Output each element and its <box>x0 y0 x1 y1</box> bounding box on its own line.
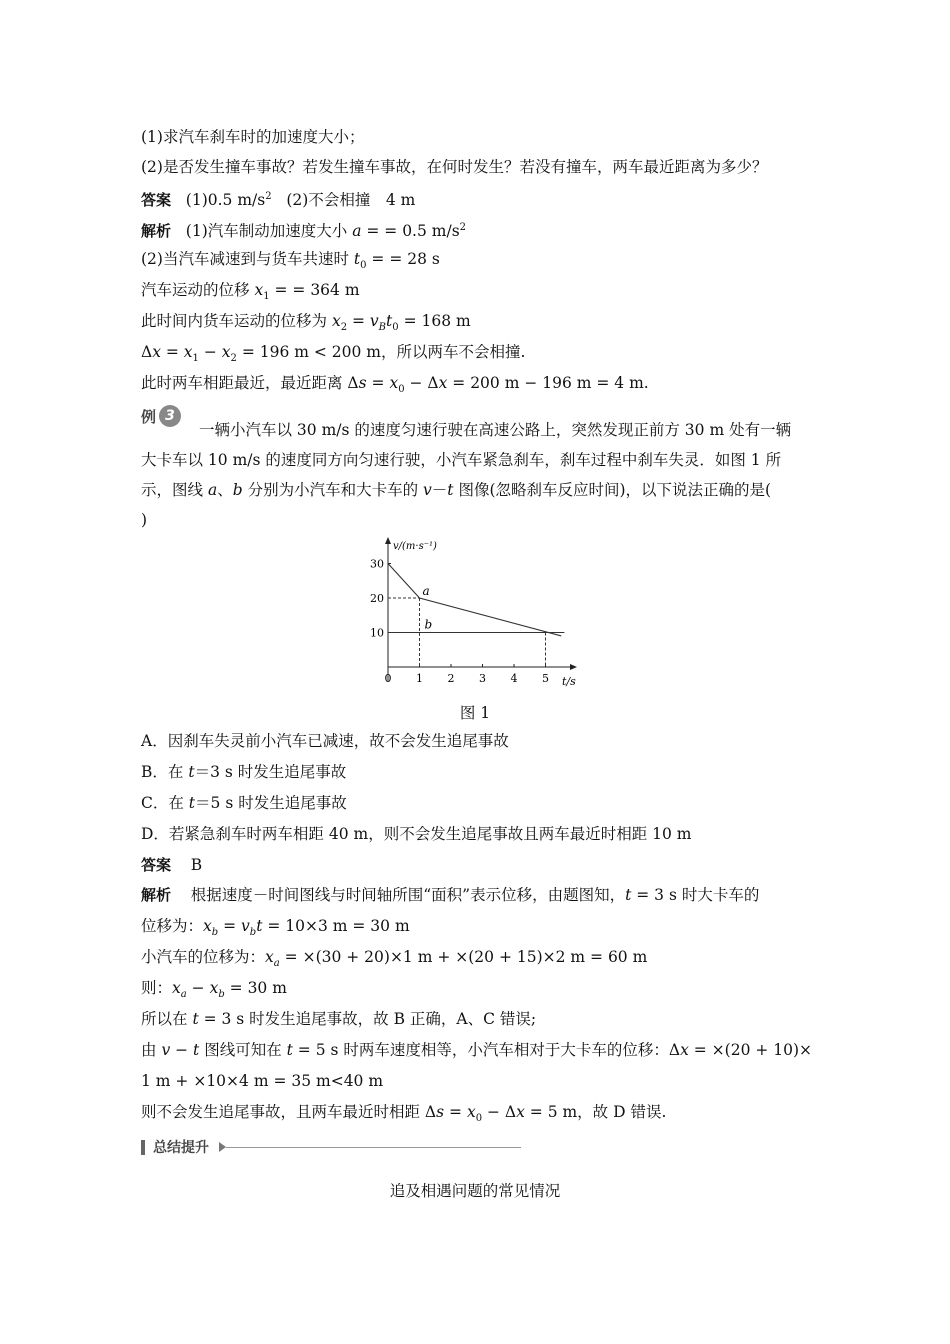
example-paragraph-4: ) <box>141 511 148 529</box>
solution-2-line-3: 小汽车的位移为：$x_a = \times(30 + 20)\times 1$ m + ×(20 + 15)×2 m = 60 m <box>141 948 648 970</box>
solution-1-line-1: 解析 (1)汽车制动加速度大小 a = = 0.5 $m/s^2$ <box>141 222 467 241</box>
solution-1-line-6: 此时两车相距最近，最近距离 $\Delta s = x_0 - \Delta x = 200$ m − 196 m = 4 m. <box>141 374 649 396</box>
series-label-b: b <box>424 617 433 632</box>
option-a: A．因刹车失灵前小汽车已减速，故不会发生追尾事故 <box>141 732 509 750</box>
solution-1-line-3: 汽车运动的位移 $x_1$ = = 364 m <box>141 281 360 303</box>
solution-1-line-4: 此时间内货车运动的位移为 $x_2 = v_Bt_0 = 168$ m <box>141 312 471 334</box>
x-tick-label: 4 <box>510 672 518 685</box>
solution-2-line-1: 解析 根据速度－时间图线与时间轴所围“面积”表示位移，由题图知，t = 3 s 时大卡车的 <box>141 886 760 904</box>
solution-1-line-5: $\Delta x = x_1 - x_2 = 196$ m < 200 m，所以两车不会相撞. <box>141 343 526 365</box>
solution-2-line-4: 则：$x_a - x_b = 30$ m <box>141 979 287 1001</box>
example-number-icon: 3 <box>159 405 181 427</box>
option-b: B．在 t＝3 s 时发生追尾事故 <box>141 763 347 781</box>
solution-1-line-2: (2)当汽车减速到与货车共速时 $t_0$ = = 28 s <box>141 250 440 272</box>
example-badge: 例 3 <box>141 405 181 427</box>
example-paragraph-1: 一辆小汽车以 30 m/s 的速度匀速行驶在高速公路上，突然发现正前方 30 m 处有一辆 <box>199 421 792 439</box>
figure-caption: 图 1 <box>459 704 491 722</box>
summary-rule <box>226 1147 521 1148</box>
answer-1: 答案 (1)0.5 $m/s^2$ (2)不会相撞 4 m <box>141 191 416 210</box>
example-paragraph-2: 大卡车以 10 m/s 的速度同方向匀速行驶，小汽车紧急刹车，刹车过程中刹车失灵．如图 1 所 <box>141 451 782 469</box>
section-heading: 追及相遇问题的常见情况 <box>389 1182 561 1200</box>
option-d: D．若紧急刹车时两车相距 40 m，则不会发生追尾事故且两车最近时相距 10 m <box>141 825 692 843</box>
x-tick-label: 1 <box>416 672 423 685</box>
y-tick-label: 20 <box>370 592 384 605</box>
summary-title: 总结提升 <box>153 1140 209 1156</box>
series-label-a: a <box>422 584 430 598</box>
summary-bar-icon <box>141 1140 145 1155</box>
series-line-a <box>388 564 561 636</box>
solution-label: 解析 <box>141 222 172 241</box>
option-c: C．在 t＝5 s 时发生追尾事故 <box>141 794 347 812</box>
y-tick-label: 30 <box>370 557 384 571</box>
answer-2: 答案 B <box>141 856 203 874</box>
solution-2-line-2: 位移为：$x_b = v_bt = 10\times 3$ m = 30 m <box>141 917 410 939</box>
solution-2-line-5: 所以在 t = 3 s 时发生追尾事故，故 B 正确，A、C 错误; <box>141 1010 537 1028</box>
x-tick-label: 5 <box>542 672 549 685</box>
x-tick-label: 3 <box>479 672 486 685</box>
x-axis-label: t/s <box>562 675 576 688</box>
solution-2-line-7: 1 m + ×10×4 m = 35 m<40 m <box>141 1072 384 1090</box>
y-axis-label: v/(m·s⁻¹) <box>393 541 437 552</box>
y-axis-arrow <box>385 537 391 544</box>
triangle-right-icon <box>219 1142 226 1152</box>
x-tick-label: 0 <box>384 672 392 685</box>
example-paragraph-3: 示，图线 a、b 分别为小汽车和大卡车的 v－t 图像(忽略刹车反应时间)，以下说法正确的是( <box>141 481 772 499</box>
y-tick-label: 10 <box>370 626 384 640</box>
x-axis-arrow <box>570 664 577 670</box>
solution-2-line-8: 则不会发生追尾事故，且两车最近时相距 $\Delta s = x_0 - \Delta x = 5$ m，故 D 错误. <box>141 1103 667 1125</box>
x-tick-label: 2 <box>447 672 455 685</box>
solution-2-line-6: 由 v − t 图线可知在 t = 5 s 时两车速度相等，小汽车相对于大卡车的位移：Δx = ×(20 + 10)× <box>141 1041 813 1059</box>
question-1: (1)求汽车刹车时的加速度大小； <box>141 128 365 146</box>
question-2: (2)是否发生撞车事故？若发生撞车事故，在何时发生？若没有撞车，两车最近距离为多少？ <box>141 158 768 176</box>
answer-label: 答案 <box>141 191 172 210</box>
vt-chart <box>365 535 585 690</box>
summary-header <box>141 1136 521 1158</box>
